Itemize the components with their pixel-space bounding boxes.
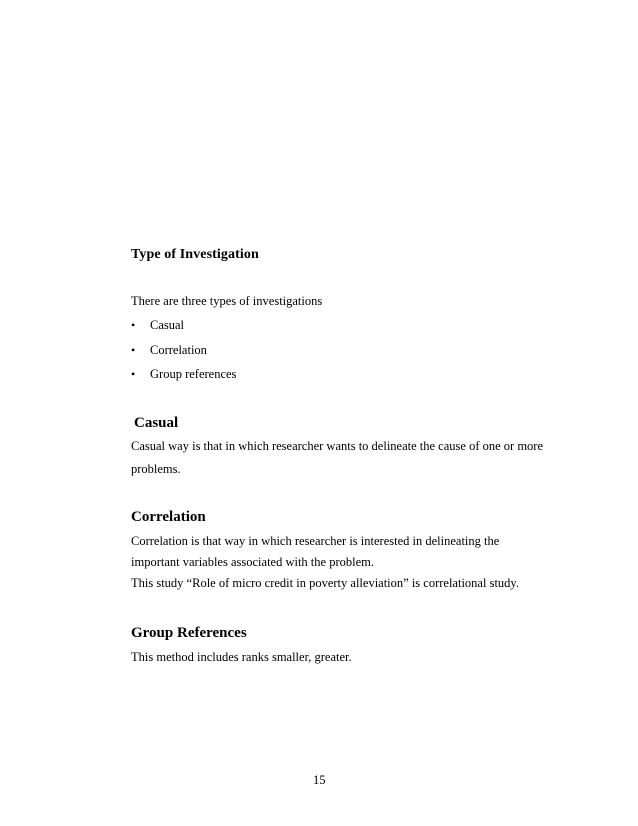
paragraph-line: problems. xyxy=(131,462,181,476)
list-item-label: Group references xyxy=(150,367,237,381)
bullet-icon: • xyxy=(131,343,136,357)
paragraph-line: Casual way is that in which researcher wants to delineate the cause of one or more xyxy=(131,439,543,453)
intro-paragraph: There are three types of investigations xyxy=(131,294,323,308)
page-number: 15 xyxy=(313,773,326,787)
list-item xyxy=(131,343,207,358)
list-item xyxy=(131,367,236,382)
paragraph-line: This study “Role of micro credit in poverty alleviation” is correlational study. xyxy=(131,576,519,590)
section-heading-type-of-investigation: Type of Investigation xyxy=(131,247,259,262)
paragraph-line: This method includes ranks smaller, greater. xyxy=(131,650,352,664)
bullet-icon: • xyxy=(131,318,136,332)
list-item xyxy=(131,318,184,333)
section-heading-casual: Casual xyxy=(134,415,179,431)
bullet-icon: • xyxy=(131,367,136,381)
list-item-label: Correlation xyxy=(150,343,207,357)
section-heading-correlation: Correlation xyxy=(131,509,206,525)
section-heading-group-references: Group References xyxy=(131,625,247,641)
list-item-label: Casual xyxy=(150,318,185,332)
paragraph-line: Correlation is that way in which researcher is interested in delineating the xyxy=(131,534,500,548)
paragraph-line: important variables associated with the problem. xyxy=(131,555,374,569)
